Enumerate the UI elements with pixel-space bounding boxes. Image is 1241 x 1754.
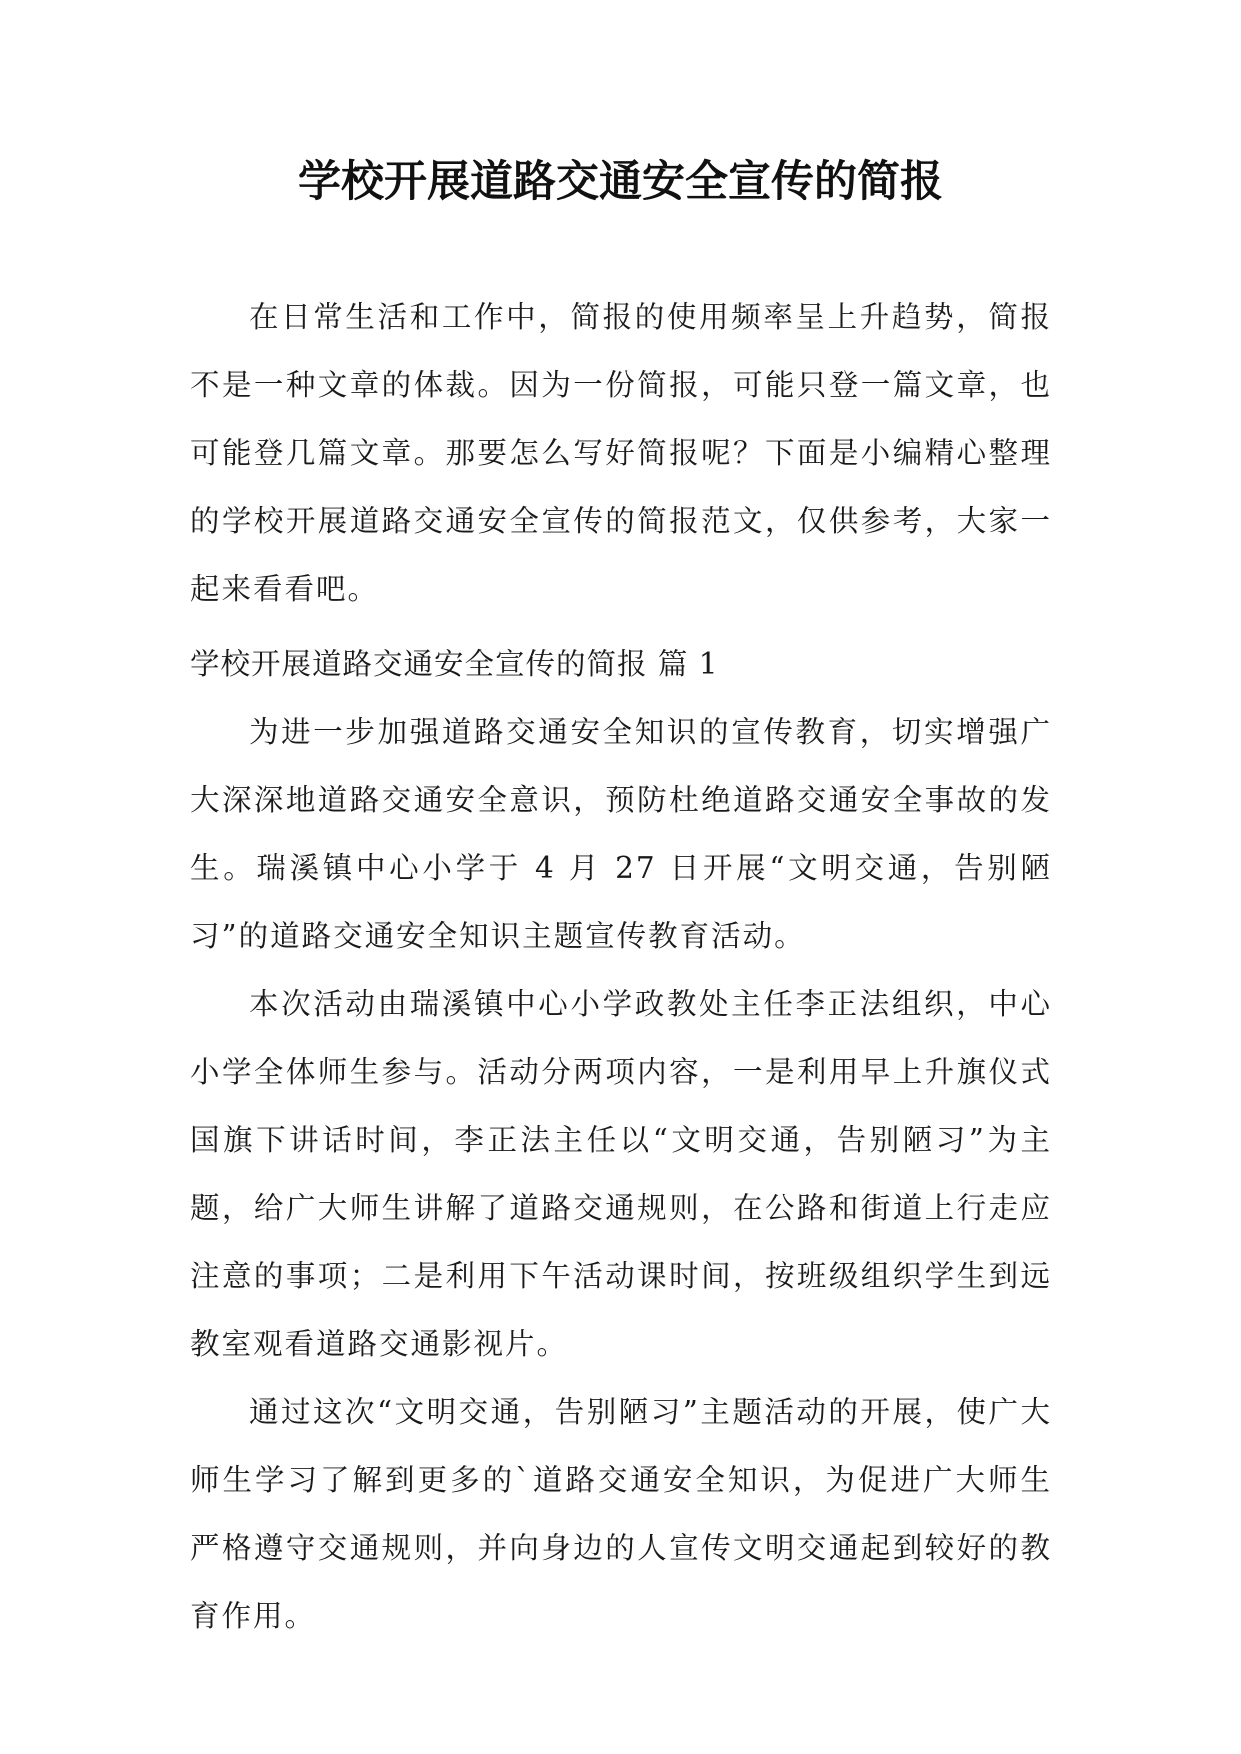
section-heading: 学校开展道路交通安全宣传的简报 篇 1	[190, 647, 719, 681]
document-title: 学校开展道路交通安全宣传的简报	[298, 157, 943, 207]
body-paragraph-3: 通过这次“文明交通，告别陋习”主题活动的开展，使广大师生学习了解到更多的`道路交通安全知识，为促进广大师生严格遵守交通规则，并向身边的人宣传文明交通起到较好的教育作用。	[190, 1395, 1052, 1633]
intro-paragraph: 在日常生活和工作中，简报的使用频率呈上升趋势，简报不是一种文章的体裁。因为一份简报，可能只登一篇文章，也可能登几篇文章。那要怎么写好简报呢？下面是小编精心整理的学校开展道路交通安全宣传的简报范文，仅供参考，大家一起来看看吧。	[190, 300, 1052, 606]
article-section	[190, 630, 1052, 1650]
body-paragraph-1: 为进一步加强道路交通安全知识的宣传教育，切实增强广大深深地道路交通安全意识，预防杜绝道路交通安全事故的发生。瑞溪镇中心小学于 4 月 27 日开展“文明交通，告别陋习”的道路交通安全知识主题宣传教育活动。	[190, 715, 1052, 953]
intro-block	[190, 283, 1052, 623]
body-paragraph-2: 本次活动由瑞溪镇中心小学政教处主任李正法组织，中心小学全体师生参与。活动分两项内容，一是利用早上升旗仪式国旗下讲话时间，李正法主任以“文明交通，告别陋习”为主题，给广大师生讲解了道路交通规则，在公路和街道上行走应注意的事项；二是利用下午活动课时间，按班级组织学生到远教室观看道路交通影视片。	[190, 987, 1052, 1361]
